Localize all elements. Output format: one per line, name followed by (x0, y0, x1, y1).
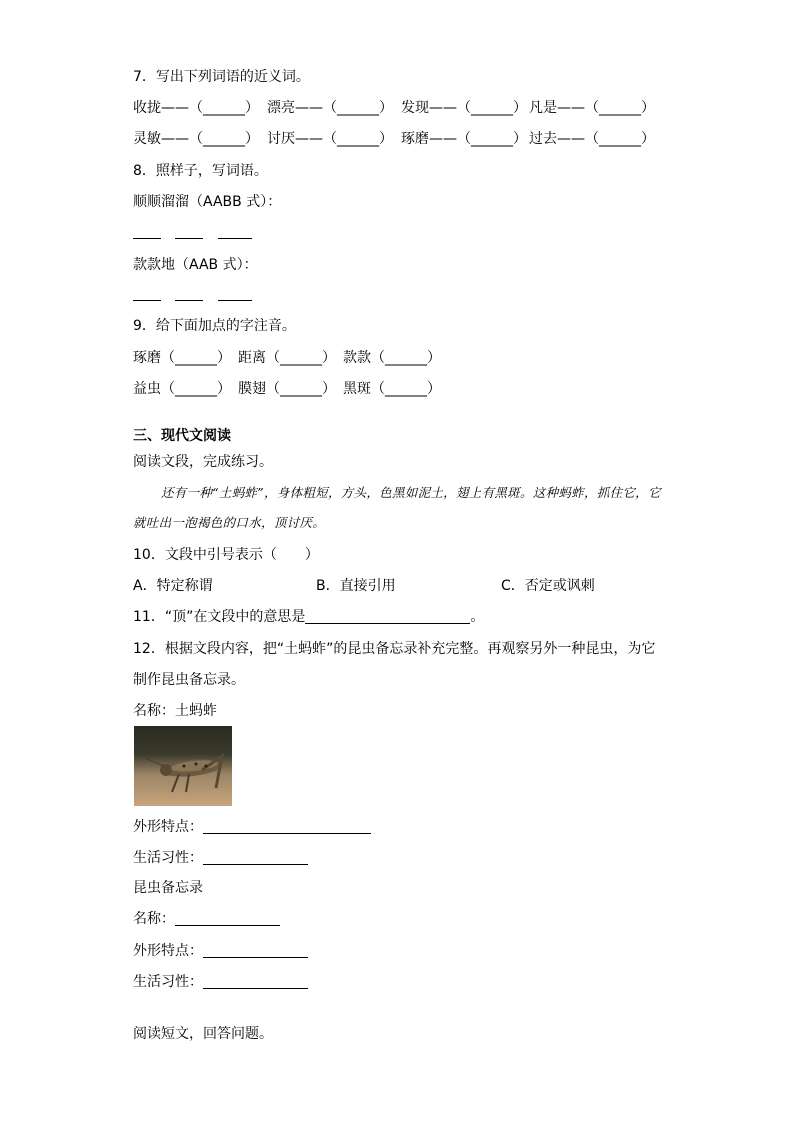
habit-row (133, 848, 308, 868)
name-label: 名称：土蚂蚱 (133, 703, 217, 719)
q11-text: 11．“顶”在文段中的意思是 (133, 609, 306, 625)
answer-blank[interactable] (305, 607, 470, 624)
answer-blank[interactable] (175, 909, 280, 926)
q9-item: 琢磨（______） (133, 350, 231, 366)
q7-row1 (133, 98, 655, 118)
reading-instruction: 阅读文段，完成练习。 (133, 454, 273, 470)
q9-row1 (133, 348, 441, 368)
q7-item: 过去——（______） (529, 131, 655, 147)
answer-blank[interactable] (218, 238, 252, 239)
appearance-label: 外形特点： (133, 819, 203, 835)
memo-name-label: 名称： (133, 911, 175, 927)
q7-item: 凡是——（______） (529, 100, 655, 116)
q11 (133, 607, 484, 627)
q7-item: 讨厌——（______） (267, 131, 393, 147)
q9-item: 黑斑（______） (343, 381, 441, 397)
reading-passage: 还有一种“土蚂蚱”，身体粗短，方头，色黑如泥土，翅上有黑斑。这种蚂蚱，抓住它，它就吐出一泡褐色的口水，顶讨厌。 (133, 485, 661, 530)
next-instruction: 阅读短文，回答问题。 (133, 1026, 273, 1042)
memo-name-row (133, 909, 280, 929)
q10-option-b[interactable]: B．直接引用 (316, 578, 396, 594)
section-heading: 三、现代文阅读 (133, 428, 231, 444)
memo-appearance-row (133, 941, 308, 961)
q12-line2: 制作昆虫备忘录。 (133, 672, 245, 688)
q7-item: 漂亮——（______） (267, 100, 393, 116)
q9-row2 (133, 379, 441, 399)
q10-options (133, 576, 595, 596)
grasshopper-photo (134, 726, 232, 806)
q7-item: 发现——（______） (401, 100, 527, 116)
q10-option-c[interactable]: C．否定或讽刺 (501, 578, 595, 594)
q7-item: 灵敏——（______） (133, 131, 259, 147)
answer-blank[interactable] (203, 817, 371, 834)
habit-label: 生活习性： (133, 850, 203, 866)
q10-option-a[interactable]: A．特定称谓 (133, 578, 213, 594)
q8-pattern2: 款款地（AAB 式）： (133, 257, 258, 273)
answer-blank[interactable] (203, 972, 308, 989)
answer-blank[interactable] (175, 238, 203, 239)
q9-item: 益虫（______） (133, 381, 231, 397)
q7-item: 收拢——（______） (133, 100, 259, 116)
q12-line1: 12．根据文段内容，把“土蚂蚱”的昆虫备忘录补充完整。再观察另外一种昆虫，为它 (133, 641, 656, 657)
q10-title: 10．文段中引号表示（ ） (133, 547, 319, 563)
answer-blank[interactable] (203, 848, 308, 865)
memo-title: 昆虫备忘录 (133, 880, 203, 896)
grasshopper-image (134, 726, 232, 806)
answer-blank[interactable] (133, 238, 161, 239)
q9-title: 9．给下面加点的字注音。 (133, 318, 296, 334)
q7-row2 (133, 129, 655, 149)
q11-end: 。 (470, 609, 485, 625)
answer-blank[interactable] (203, 941, 308, 958)
memo-habit-row (133, 972, 308, 992)
q9-item: 膜翅（______） (238, 381, 336, 397)
answer-blank[interactable] (133, 300, 161, 301)
answer-blank[interactable] (218, 300, 252, 301)
memo-habit-label: 生活习性： (133, 974, 203, 990)
q9-item: 款款（______） (343, 350, 441, 366)
q9-item: 距离（______） (238, 350, 336, 366)
appearance-row (133, 817, 371, 837)
q8-pattern1: 顺顺溜溜（AABB 式）： (133, 194, 282, 210)
answer-blank[interactable] (175, 300, 203, 301)
memo-appearance-label: 外形特点： (133, 943, 203, 959)
q7-title: 7．写出下列词语的近义词。 (133, 69, 310, 85)
q7-item: 琢磨——（______） (401, 131, 527, 147)
q8-title: 8．照样子，写词语。 (133, 163, 268, 179)
